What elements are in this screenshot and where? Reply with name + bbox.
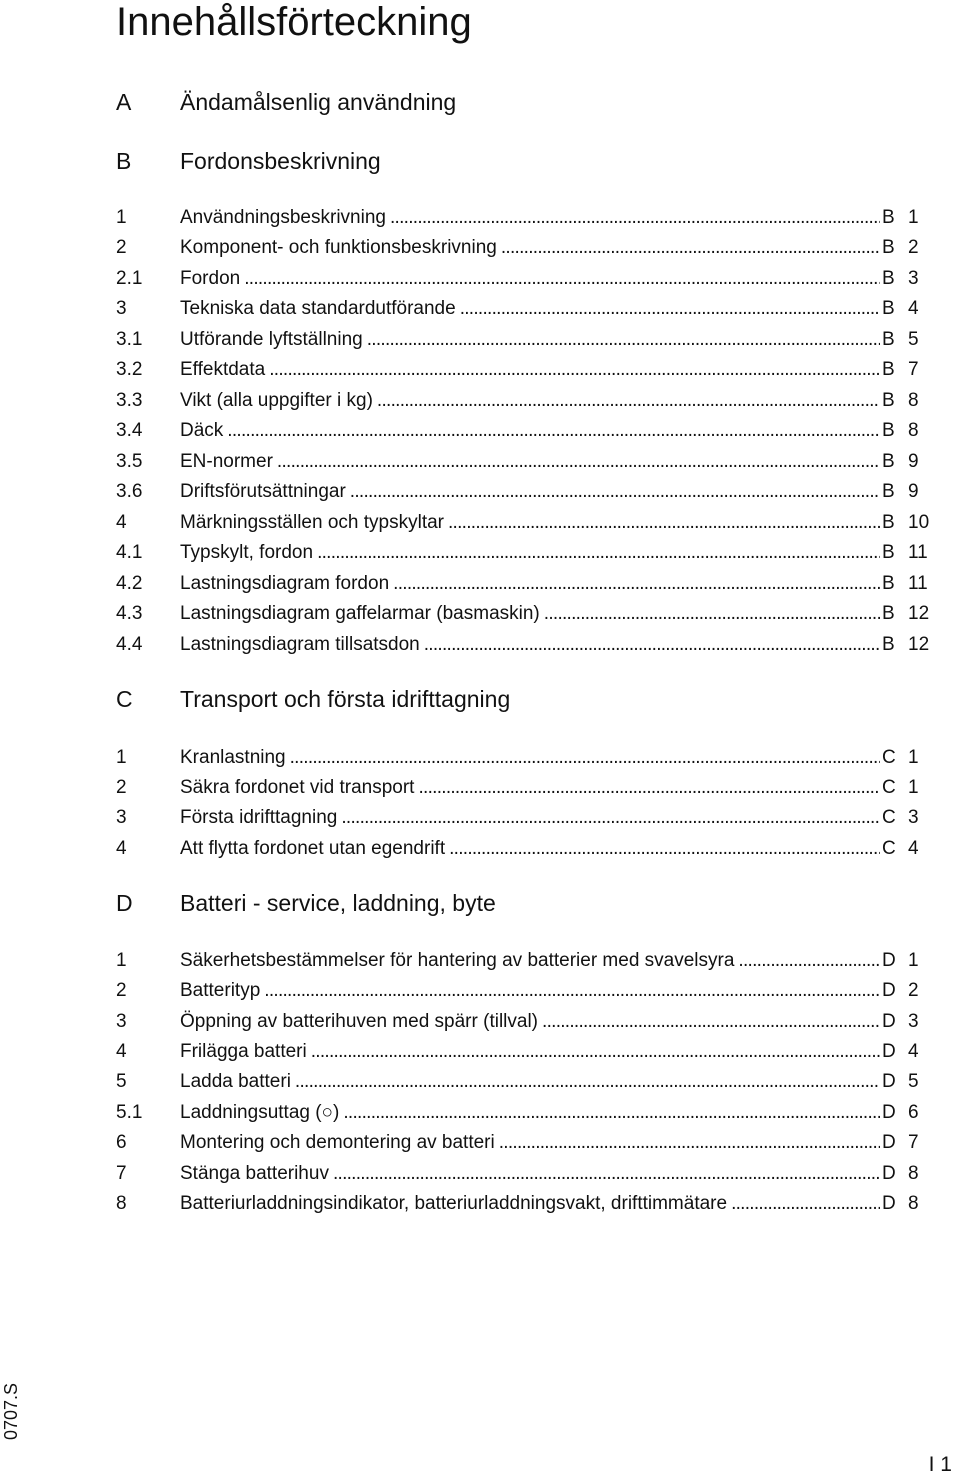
entry-title: Tekniska data standardutförande <box>180 298 456 319</box>
entry-title: Typskylt, fordon <box>180 542 314 563</box>
page-ref: B 11 <box>882 573 928 594</box>
page-ref: B 3 <box>882 268 919 289</box>
entry-number: 4 <box>116 838 127 859</box>
entry-number: 3.6 <box>116 481 143 502</box>
dot-leader <box>277 450 880 474</box>
page-ref: B 12 <box>882 634 930 655</box>
entry-title: Lastningsdiagram fordon <box>180 573 390 594</box>
dot-leader <box>377 389 880 413</box>
toc-entry[interactable] <box>116 602 932 626</box>
entry-number: 6 <box>116 1132 127 1153</box>
entry-number: 2.1 <box>116 268 143 289</box>
entry-number: 4 <box>116 512 127 533</box>
entry-number: 2 <box>116 237 127 258</box>
section-letter: A <box>116 89 132 115</box>
page-ref: B 4 <box>882 298 919 319</box>
toc-entry[interactable] <box>116 949 932 973</box>
toc-entry[interactable] <box>116 236 932 260</box>
page-title: Innehållsförteckning <box>116 0 472 44</box>
entry-number: 3.5 <box>116 451 143 472</box>
entry-number: 3.1 <box>116 329 143 350</box>
entry-title: Komponent- och funktionsbeskrivning <box>180 237 497 258</box>
dot-leader <box>448 511 880 535</box>
entry-number: 3.3 <box>116 390 143 411</box>
section-letter: D <box>116 890 133 916</box>
page-ref: B 5 <box>882 329 919 350</box>
entry-title: Batteriurladdningsindikator, batteriurladdningsvakt, drifttimmätare <box>180 1193 728 1214</box>
entry-number: 5 <box>116 1071 127 1092</box>
toc-entry[interactable] <box>116 572 932 596</box>
page-ref: D 5 <box>882 1071 919 1092</box>
entry-number: 3.4 <box>116 420 143 441</box>
dot-leader <box>341 806 880 830</box>
toc-entry[interactable] <box>116 297 932 321</box>
toc-entry[interactable] <box>116 806 932 830</box>
section-heading-d <box>116 889 936 917</box>
toc-entry[interactable] <box>116 267 932 291</box>
toc-entry[interactable] <box>116 358 932 382</box>
toc-entry[interactable] <box>116 746 932 770</box>
page-ref: B 12 <box>882 603 930 624</box>
entry-title: Kranlastning <box>180 747 286 768</box>
entry-number: 3.2 <box>116 359 143 380</box>
entry-title: Säkra fordonet vid transport <box>180 777 415 798</box>
section-letter: B <box>116 148 132 174</box>
document-code: 0707.S <box>1 1382 21 1440</box>
toc-entry[interactable] <box>116 1010 932 1034</box>
toc-entry[interactable] <box>116 419 932 443</box>
dot-leader <box>418 776 880 800</box>
dot-leader <box>227 419 880 443</box>
dot-leader <box>499 1131 880 1155</box>
toc-entry[interactable] <box>116 1101 932 1125</box>
page-ref: D 7 <box>882 1132 919 1153</box>
page-ref: B 11 <box>882 542 928 563</box>
dot-leader <box>269 358 880 382</box>
dot-leader <box>350 480 880 504</box>
entry-title: Utförande lyftställning <box>180 329 363 350</box>
toc-entry[interactable] <box>116 1131 932 1155</box>
entry-title: Lastningsdiagram gaffelarmar (basmaskin) <box>180 603 540 624</box>
section-heading-c <box>116 685 936 713</box>
dot-leader <box>731 1192 880 1216</box>
page-ref: B 1 <box>882 207 919 228</box>
toc-entry[interactable] <box>116 328 932 352</box>
entry-number: 8 <box>116 1193 127 1214</box>
page-ref: C 1 <box>882 777 919 798</box>
entry-title: Säkerhetsbestämmelser för hantering av batterier med svavelsyra <box>180 950 735 971</box>
entry-title: EN-normer <box>180 451 273 472</box>
page-ref: D 8 <box>882 1163 919 1184</box>
dot-leader <box>311 1040 880 1064</box>
entry-title: Första idrifttagning <box>180 807 338 828</box>
toc-entry[interactable] <box>116 480 932 504</box>
dot-leader <box>544 602 880 626</box>
section-heading-a <box>116 88 936 116</box>
entry-title: Fordon <box>180 268 241 289</box>
page-ref: B 10 <box>882 512 930 533</box>
toc-entry[interactable] <box>116 450 932 474</box>
entry-title: Vikt (alla uppgifter i kg) <box>180 390 373 411</box>
entry-title: Stänga batterihuv <box>180 1163 329 1184</box>
dot-leader <box>424 633 880 657</box>
section-title: Fordonsbeskrivning <box>180 148 381 174</box>
entry-number: 3 <box>116 807 127 828</box>
entry-title: Laddningsuttag (○) <box>180 1102 340 1123</box>
page-ref: C 4 <box>882 838 919 859</box>
section-letter: C <box>116 686 133 712</box>
page-ref: B 9 <box>882 451 919 472</box>
section-title: Ändamålsenlig användning <box>180 89 457 115</box>
dot-leader <box>738 949 880 973</box>
entry-title: Effektdata <box>180 359 266 380</box>
toc-entry[interactable] <box>116 1070 932 1094</box>
entry-number: 1 <box>116 747 127 768</box>
page-ref: B 8 <box>882 420 919 441</box>
entry-number: 4 <box>116 1041 127 1062</box>
entry-title: Ladda batteri <box>180 1071 291 1092</box>
dot-leader <box>244 267 880 291</box>
toc-entry[interactable] <box>116 206 932 230</box>
dot-leader <box>343 1101 880 1125</box>
entry-title: Driftsförutsättningar <box>180 481 346 502</box>
page-number: I 1 <box>928 1453 952 1476</box>
section-heading-b <box>116 147 936 175</box>
dot-leader <box>317 541 880 565</box>
toc-entry[interactable] <box>116 1040 932 1064</box>
entry-number: 3 <box>116 1011 127 1032</box>
page-ref: D 8 <box>882 1193 919 1214</box>
page-ref: C 3 <box>882 807 919 828</box>
entry-title: Märkningsställen och typskyltar <box>180 512 444 533</box>
section-title: Transport och första idrifttagning <box>180 686 511 712</box>
toc-entry[interactable] <box>116 837 932 861</box>
entry-number: 2 <box>116 980 127 1001</box>
toc-entry[interactable] <box>116 541 932 565</box>
entry-number: 1 <box>116 950 127 971</box>
dot-leader <box>460 297 880 321</box>
dot-leader <box>449 837 880 861</box>
dot-leader <box>333 1162 880 1186</box>
page-ref: C 1 <box>882 747 919 768</box>
entry-title: Batterityp <box>180 980 261 1001</box>
toc-entry[interactable] <box>116 389 932 413</box>
entry-number: 2 <box>116 777 127 798</box>
page-ref: D 2 <box>882 980 919 1001</box>
entry-number: 4.2 <box>116 573 143 594</box>
page-ref: B 8 <box>882 390 919 411</box>
dot-leader <box>393 572 880 596</box>
entry-title: Montering och demontering av batteri <box>180 1132 495 1153</box>
toc-entry[interactable] <box>116 633 932 657</box>
entry-number: 7 <box>116 1163 127 1184</box>
toc-entry[interactable] <box>116 979 932 1003</box>
section-title: Batteri - service, laddning, byte <box>180 890 496 916</box>
entry-title: Däck <box>180 420 224 441</box>
page-ref: B 7 <box>882 359 919 380</box>
dot-leader <box>501 236 880 260</box>
toc-entry[interactable] <box>116 1162 932 1186</box>
dot-leader <box>390 206 880 230</box>
page-ref: D 1 <box>882 950 919 971</box>
entry-number: 4.3 <box>116 603 143 624</box>
entry-title: Användningsbeskrivning <box>180 207 386 228</box>
entry-number: 5.1 <box>116 1102 143 1123</box>
entry-title: Lastningsdiagram tillsatsdon <box>180 634 420 655</box>
dot-leader <box>290 746 880 770</box>
toc-entry[interactable] <box>116 511 932 535</box>
entry-number: 3 <box>116 298 127 319</box>
dot-leader <box>542 1010 880 1034</box>
page-ref: D 4 <box>882 1041 919 1062</box>
page-ref: B 2 <box>882 237 919 258</box>
page-ref: B 9 <box>882 481 919 502</box>
dot-leader <box>264 979 880 1003</box>
page-ref: D 6 <box>882 1102 919 1123</box>
toc-entry[interactable] <box>116 1192 932 1216</box>
toc-entry[interactable] <box>116 776 932 800</box>
entry-title: Frilägga batteri <box>180 1041 307 1062</box>
entry-title: Att flytta fordonet utan egendrift <box>180 838 446 859</box>
page-ref: D 3 <box>882 1011 919 1032</box>
entry-number: 4.1 <box>116 542 143 563</box>
dot-leader <box>295 1070 880 1094</box>
dot-leader <box>367 328 880 352</box>
entry-number: 1 <box>116 207 127 228</box>
entry-title: Öppning av batterihuven med spärr (tillval) <box>180 1011 539 1032</box>
entry-number: 4.4 <box>116 634 143 655</box>
